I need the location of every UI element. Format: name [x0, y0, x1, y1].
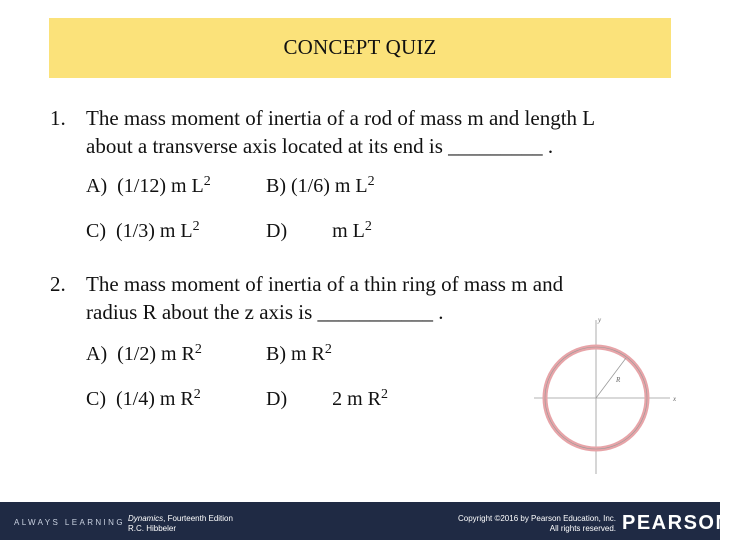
option-label: B)	[266, 343, 286, 365]
book-edition: , Fourteenth Edition	[163, 514, 233, 523]
option-exponent: 2	[192, 219, 200, 234]
book-author: R.C. Hibbeler	[128, 524, 177, 533]
option-text: 2 m R	[332, 388, 382, 410]
option-text: (1/2) m R	[117, 343, 195, 365]
option-exponent: 2	[381, 387, 389, 402]
page-title: CONCEPT QUIZ	[283, 35, 437, 59]
book-title: Dynamics	[128, 514, 164, 523]
copyright-line-2: All rights reserved.	[549, 524, 616, 533]
option-exponent: 2	[324, 342, 332, 357]
option-1a[interactable]	[86, 175, 211, 198]
option-label: A)	[86, 175, 108, 197]
option-1c[interactable]	[86, 220, 200, 243]
option-exponent: 2	[203, 174, 211, 189]
option-label: C)	[86, 388, 106, 410]
copyright	[458, 514, 616, 534]
option-label: A)	[86, 343, 108, 365]
option-text: (1/12) m L	[117, 175, 204, 197]
option-label: C)	[86, 220, 106, 242]
option-exponent: 2	[193, 387, 201, 402]
option-exponent: 2	[364, 219, 372, 234]
option-label: D)	[266, 220, 288, 242]
question-text-line-1: The mass moment of inertia of a thin ring of mass m and	[86, 272, 564, 296]
copyright-line-1: Copyright ©2016 by Pearson Education, Inc.	[458, 514, 616, 523]
question-text-line-2: radius R about the z axis is ___________ .	[86, 300, 444, 324]
option-2d[interactable]	[266, 388, 388, 411]
pearson-logo: PEARSON	[622, 512, 731, 534]
question-number: 2.	[50, 272, 66, 296]
option-1d[interactable]	[266, 220, 372, 243]
question-text-line-1: The mass moment of inertia of a rod of mass m and length L	[86, 106, 596, 130]
option-label: D)	[266, 388, 288, 410]
option-label: B)	[266, 175, 286, 197]
option-exponent: 2	[194, 342, 202, 357]
option-text: m R	[291, 343, 325, 365]
question-text-line-2: about a transverse axis located at its end is _________ .	[86, 134, 554, 158]
option-text: (1/6) m L	[291, 175, 368, 197]
title-banner	[49, 18, 671, 78]
ring-figure	[530, 312, 680, 480]
option-text: (1/3) m L	[116, 220, 193, 242]
option-text: (1/4) m R	[116, 388, 194, 410]
always-learning-tagline: ALWAYS LEARNING	[14, 518, 125, 527]
option-1b[interactable]	[266, 175, 375, 198]
footer-bar	[0, 502, 731, 540]
option-exponent: 2	[367, 174, 375, 189]
option-2a[interactable]	[86, 343, 202, 366]
book-credit	[128, 514, 233, 534]
y-axis-label: y	[598, 316, 602, 324]
option-2b[interactable]	[266, 343, 332, 366]
x-axis-label: x	[673, 395, 677, 403]
option-2c[interactable]	[86, 388, 201, 411]
question-number: 1.	[50, 106, 66, 130]
radius-label: R	[616, 376, 621, 384]
radius-line	[596, 358, 626, 398]
option-text: m L	[332, 220, 365, 242]
